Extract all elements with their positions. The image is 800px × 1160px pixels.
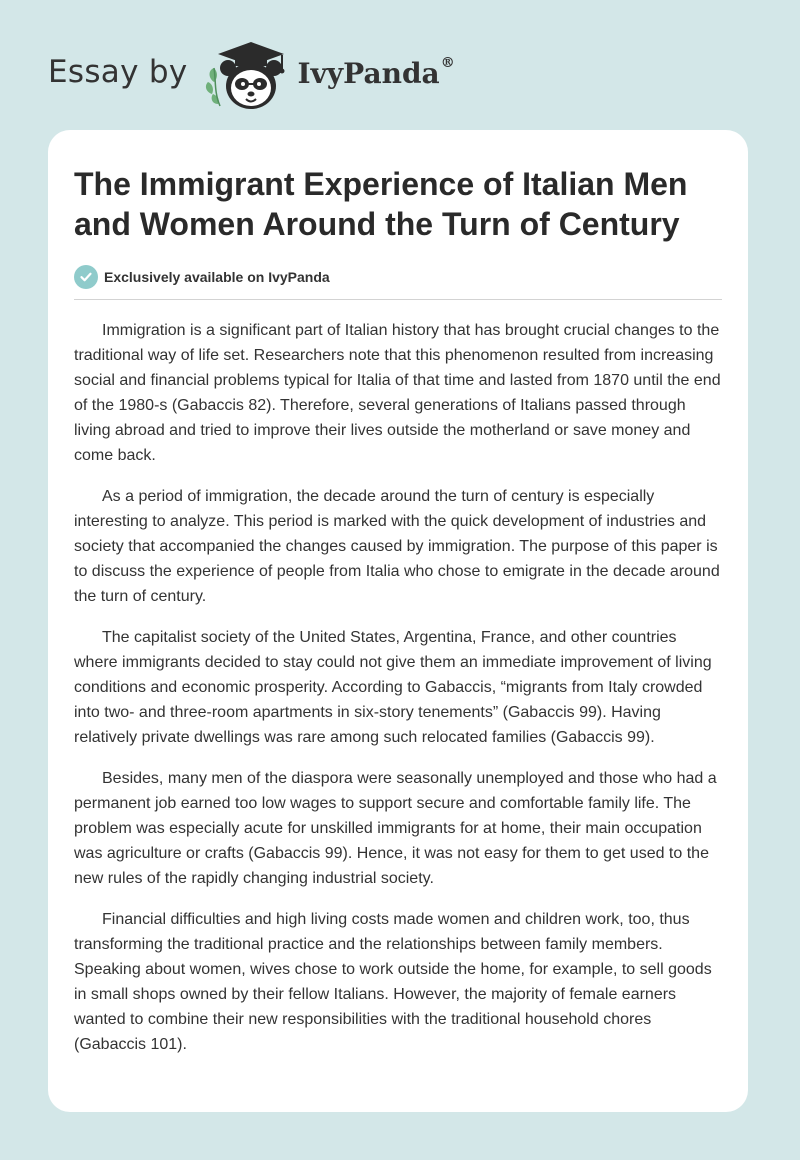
essay-by-label: Essay by (48, 53, 188, 90)
essay-title: The Immigrant Experience of Italian Men and Women Around the Turn of Century (74, 166, 688, 242)
paragraph-3: The capitalist society of the United States, Argentina, France, and other countries where immigrants decided to stay could not give them an immediate improvement of living conditions and economic prosperity. According to Gabaccis, “migrants from Italy crowded into two- and three-room apartments in six-story tenements” (Gabaccis 99). Having relatively private dwellings was rare among such relocated families (Gabaccis 99). (74, 629, 712, 746)
paragraph-1: Immigration is a significant part of Italian history that has brought crucial changes to the traditional way of life set. Researchers note that this phenomenon resulted from increasing social and financial problems typical for Italia of that time and lasted from 1870 until the end of the 1980-s (Gabaccis 82). Therefore, several generations of Italians passed through living abroad and tried to improve their lives outside the motherland or save money and come back. (74, 322, 721, 464)
exclusive-label: Exclusively available on IvyPanda (104, 269, 330, 285)
paragraph-2: As a period of immigration, the decade around the turn of century is especially interesting to analyze. This period is marked with the quick development of industries and society that accompanied the changes caused by immigration. The purpose of this paper is to discuss the experience of people from Italia who chose to emigrate in the decade around the turn of century. (74, 488, 720, 605)
check-icon (74, 265, 98, 289)
exclusive-badge (74, 264, 722, 290)
registered-mark: ® (440, 54, 455, 71)
paragraph-4: Besides, many men of the diaspora were seasonally unemployed and those who had a permanent job earned too low wages to support secure and comfortable family life. The problem was especially acute for unskilled immigrants for at home, their main occupation was agriculture or crafts (Gabaccis 99). Hence, it was not easy for them to get used to the new rules of the rapidly changing industrial society. (74, 770, 717, 887)
essay-card (48, 130, 748, 1112)
brand-name[interactable] (297, 54, 455, 90)
site-header (48, 38, 455, 114)
ivypanda-logo-icon[interactable] (204, 38, 296, 114)
brand-name-text: IvyPanda (297, 56, 440, 90)
essay-body (74, 318, 722, 1057)
divider (74, 299, 722, 300)
paragraph-5: Financial difficulties and high living costs made women and children work, too, thus transforming the traditional practice and the relationships between family members. Speaking about women, wives chose to work outside the home, for example, to sell goods in small shops owned by their fellow Italians. However, the majority of female earners wanted to combine their new responsibilities with the traditional household chores (Gabaccis 101). (74, 911, 712, 1053)
